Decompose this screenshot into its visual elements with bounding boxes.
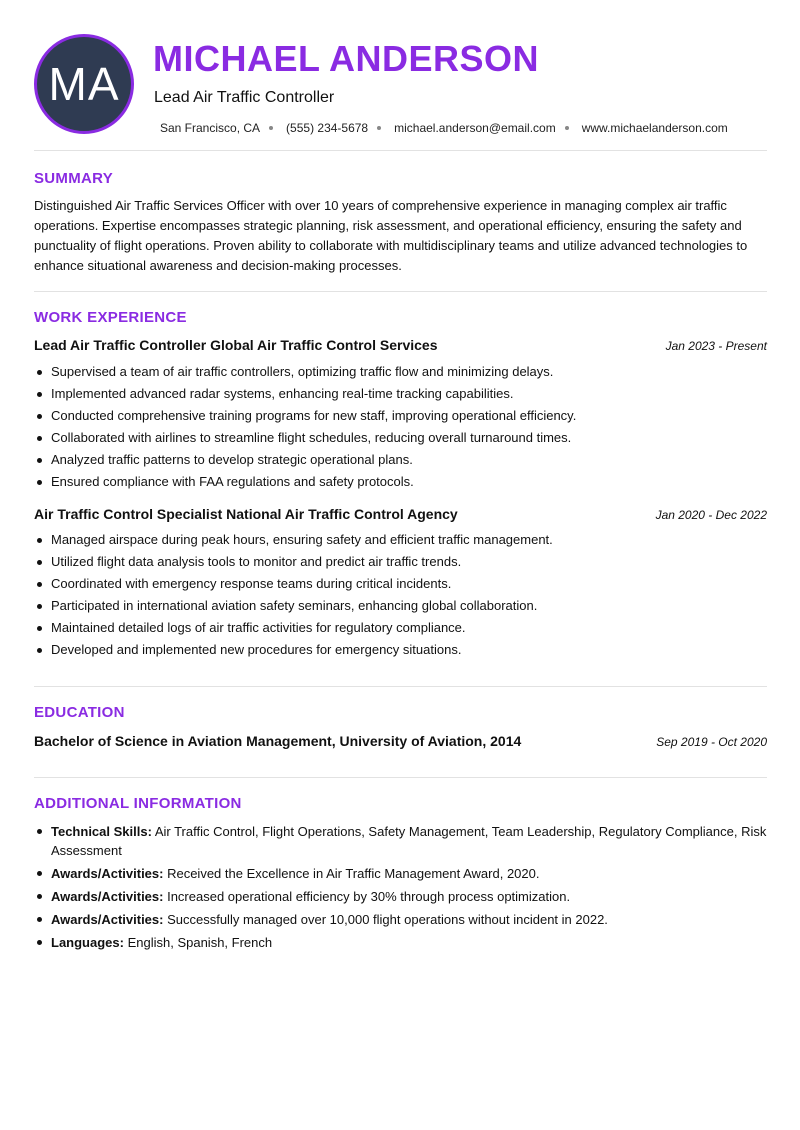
item-label: Awards/Activities: xyxy=(51,889,164,904)
list-item: Ensured compliance with FAA regulations and safety protocols. xyxy=(34,471,767,493)
list-item: Implemented advanced radar systems, enhancing real-time tracking capabilities. xyxy=(34,383,767,405)
item-text: Air Traffic Control, Flight Operations, Safety Management, Team Leadership, Regulatory Compliance, Risk Assessment xyxy=(51,824,767,858)
item-text: Increased operational efficiency by 30% through process optimization. xyxy=(163,889,571,904)
list-item xyxy=(34,933,767,952)
list-item: Maintained detailed logs of air traffic activities for regulatory compliance. xyxy=(34,617,767,639)
job-bullet-list xyxy=(34,529,767,661)
education-dates: Sep 2019 - Oct 2020 xyxy=(656,735,767,749)
divider xyxy=(34,291,767,292)
list-item xyxy=(34,864,767,883)
job-bullet-list xyxy=(34,361,767,493)
divider xyxy=(34,686,767,687)
separator-dot-icon xyxy=(269,126,273,130)
education-entry xyxy=(34,733,767,749)
divider xyxy=(34,777,767,778)
summary-text: Distinguished Air Traffic Services Officer with over 10 years of comprehensive experience in managing complex air traffic operations. Expertise encompasses strategic planning, risk assessment, and operational efficiency, ensuring the safety and punctuality of flight operations. Proven ability to collaborate with multidisciplinary teams and utilize advanced technologies to enhance situational awareness and decision-making processes. xyxy=(34,198,748,273)
contact-phone: (555) 234-5678 xyxy=(286,121,369,135)
job-header xyxy=(34,506,767,522)
item-label: Awards/Activities: xyxy=(51,866,164,881)
item-label: Languages: xyxy=(51,935,124,950)
list-item: Coordinated with emergency response teams during critical incidents. xyxy=(34,573,767,595)
summary-heading: SUMMARY xyxy=(34,170,114,187)
candidate-name: MICHAEL ANDERSON xyxy=(153,38,540,79)
job-header xyxy=(34,337,767,353)
divider xyxy=(34,150,767,151)
list-item: Participated in international aviation safety seminars, enhancing global collaboration. xyxy=(34,595,767,617)
avatar xyxy=(34,34,134,134)
contact-location: San Francisco, CA xyxy=(160,121,261,135)
separator-dot-icon xyxy=(377,126,381,130)
item-label: Technical Skills: xyxy=(51,824,152,839)
list-item xyxy=(34,887,767,906)
education-degree: Bachelor of Science in Aviation Management, University of Aviation, 2014 xyxy=(34,733,522,749)
list-item: Conducted comprehensive training programs for new staff, improving operational efficiency. xyxy=(34,405,767,427)
list-item: Utilized flight data analysis tools to monitor and predict air traffic trends. xyxy=(34,551,767,573)
job-role: Air Traffic Control Specialist National Air Traffic Control Agency xyxy=(34,506,458,522)
job-dates: Jan 2023 - Present xyxy=(665,339,767,353)
education-heading: EDUCATION xyxy=(34,704,125,721)
item-label: Awards/Activities: xyxy=(51,912,164,927)
job-role: Lead Air Traffic Controller Global Air Traffic Control Services xyxy=(34,337,438,353)
list-item: Managed airspace during peak hours, ensuring safety and efficient traffic management. xyxy=(34,529,767,551)
list-item: Developed and implemented new procedures for emergency situations. xyxy=(34,639,767,661)
list-item xyxy=(34,822,767,860)
work-experience-heading: WORK EXPERIENCE xyxy=(34,309,187,326)
contact-info xyxy=(160,121,728,135)
item-text: Successfully managed over 10,000 flight operations without incident in 2022. xyxy=(163,912,608,927)
list-item xyxy=(34,910,767,929)
avatar-initials: MA xyxy=(48,58,120,110)
separator-dot-icon xyxy=(565,126,569,130)
list-item: Analyzed traffic patterns to develop strategic operational plans. xyxy=(34,449,767,471)
candidate-title: Lead Air Traffic Controller xyxy=(154,89,335,106)
contact-email[interactable]: michael.anderson@email.com xyxy=(394,121,556,135)
job-dates: Jan 2020 - Dec 2022 xyxy=(655,508,767,522)
contact-website[interactable]: www.michaelanderson.com xyxy=(581,121,728,135)
item-text: Received the Excellence in Air Traffic Management Award, 2020. xyxy=(163,866,540,881)
list-item: Supervised a team of air traffic controllers, optimizing traffic flow and minimizing delays. xyxy=(34,361,767,383)
list-item: Collaborated with airlines to streamline flight schedules, reducing overall turnaround times. xyxy=(34,427,767,449)
additional-info-heading: ADDITIONAL INFORMATION xyxy=(34,795,242,812)
additional-info-list xyxy=(34,822,767,956)
item-text: English, Spanish, French xyxy=(123,935,273,950)
